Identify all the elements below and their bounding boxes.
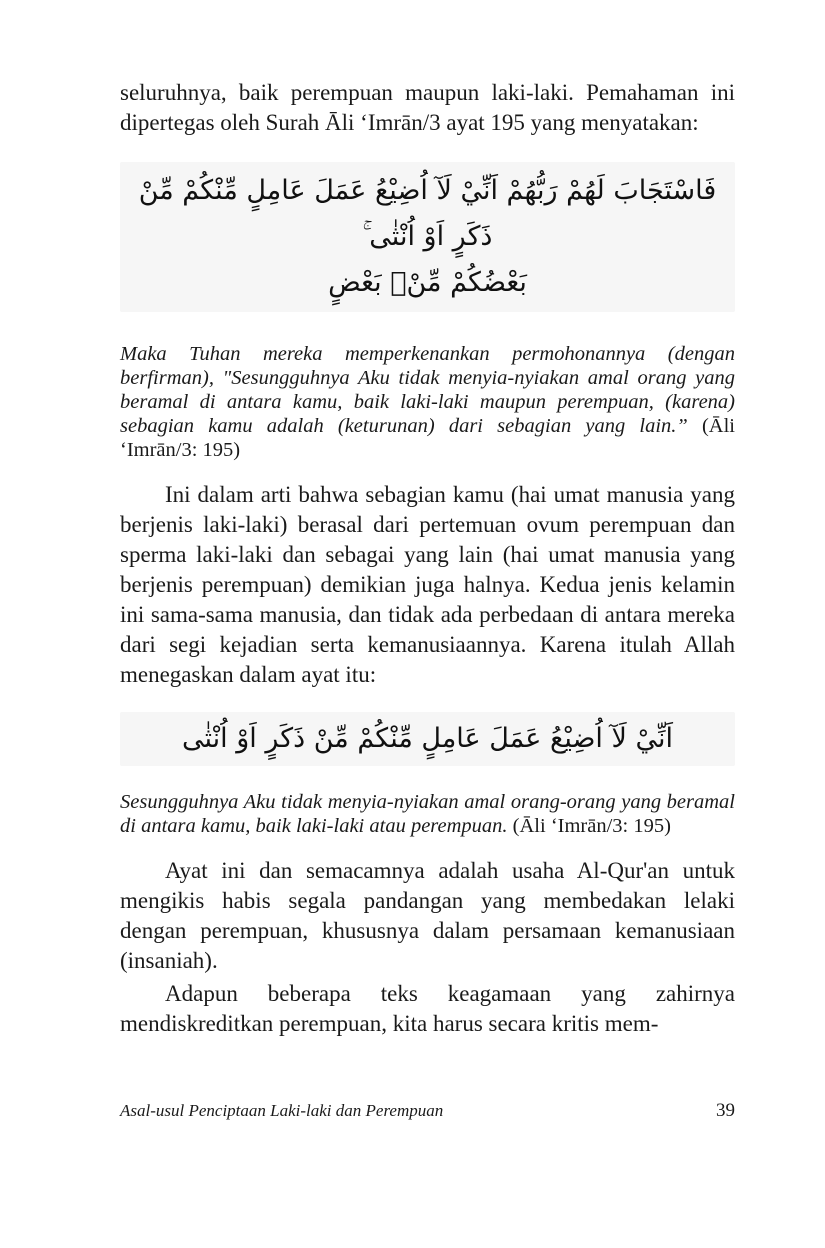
page-number: 39	[716, 1100, 735, 1121]
verse-1-translation-text: Maka Tuhan mereka memperkenankan permohonannya (dengan berfirman), "Sesungguhnya Aku tidak menyia-nyiakan amal orang yang beramal di antara kamu, baik laki-laki maupun perempuan, (karena) sebagian kamu adalah (keturunan) dari sebagian yang lain.”	[120, 343, 735, 437]
paragraph-2: Ayat ini dan semacamnya adalah usaha Al-Qur'an untuk mengikis habis segala pandangan yang membedakan lelaki dengan perempuan, khususnya dalam persamaan kemanusiaan (insaniah).	[120, 858, 735, 973]
arabic-verse-1-line-1: فَاسْتَجَابَ لَهُمْ رَبُّهُمْ اَنِّيْ لَآ اُضِيْعُ عَمَلَ عَامِلٍ مِّنْكُمْ مِّنْ ذَكَرٍ اَوْ اُنْثٰى ۚ	[138, 175, 717, 252]
arabic-verse-1-line-2: بَعْضُكُمْ مِّنْۢ بَعْضٍ	[328, 267, 527, 298]
verse-1-translation	[120, 342, 735, 462]
verse-2-translation-text: Sesungguhnya Aku tidak menyia-nyiakan amal orang-orang yang beramal di antara kamu, baik laki-laki atau perempuan.	[120, 791, 735, 837]
verse-1-reference: (Āli ‘Imrān/3: 195)	[120, 415, 735, 461]
page-footer	[120, 1100, 735, 1122]
arabic-verse-1	[120, 162, 735, 312]
arabic-verse-2-line-1: اَنِّيْ لَآ اُضِيْعُ عَمَلَ عَامِلٍ مِّنْكُمْ مِّنْ ذَكَرٍ اَوْ اُنْثٰى	[181, 723, 673, 754]
paragraph-1: Ini dalam arti bahwa sebagian kamu (hai umat manusia yang berjenis laki-laki) berasal dari pertemuan ovum perempuan dan sperma laki-laki dan sebagai yang lain (hai umat manusia yang berjenis perempuan) demikian juga halnya. Kedua jenis kelamin ini sama-sama manusia, dan tidak ada perbedaan di antara mereka dari segi kejadian serta kemanusiaannya. Karena itulah Allah menegaskan dalam ayat itu:	[120, 482, 735, 687]
arabic-verse-2	[120, 712, 735, 766]
page-content	[120, 78, 735, 1039]
intro-paragraph: seluruhnya, baik perempuan maupun laki-laki. Pemahaman ini dipertegas oleh Surah Āli ‘Imrān/3 ayat 195 yang menyatakan:	[120, 80, 735, 135]
verse-2-reference: (Āli ‘Imrān/3: 195)	[512, 815, 671, 837]
paragraph-3: Adapun beberapa teks keagamaan yang zahirnya mendiskreditkan perempuan, kita harus secara kritis mem-	[120, 981, 735, 1036]
verse-2-translation	[120, 790, 735, 838]
running-footer-title: Asal-usul Penciptaan Laki-laki dan Perempuan	[120, 1101, 444, 1120]
